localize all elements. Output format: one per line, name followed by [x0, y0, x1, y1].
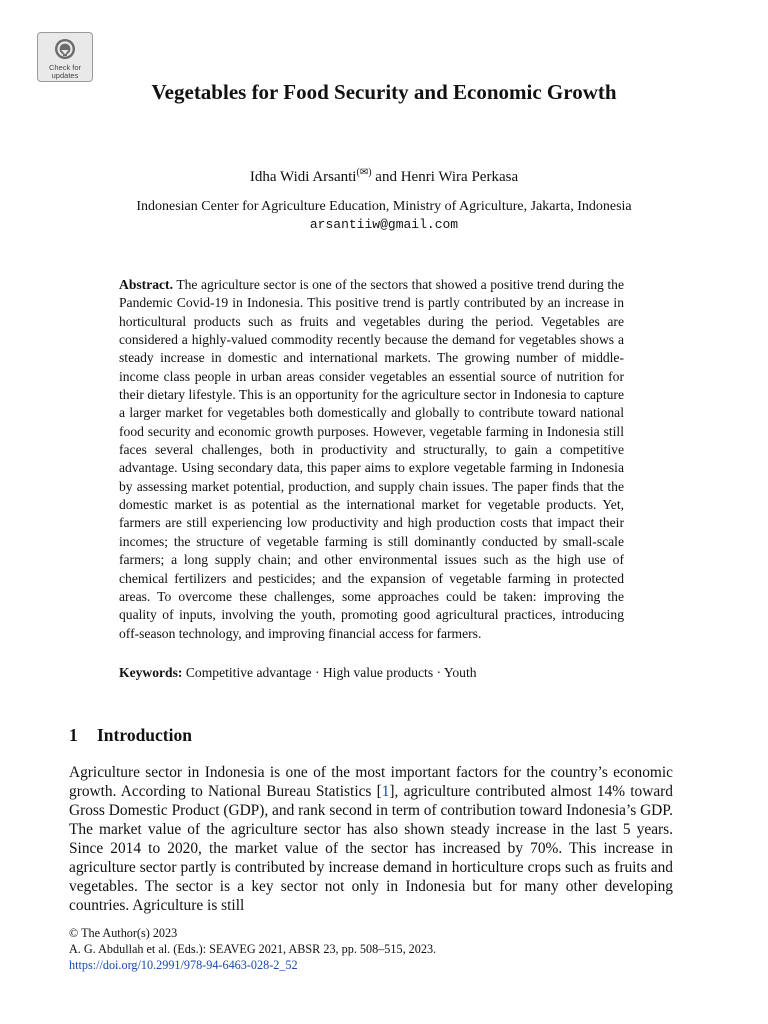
corresponding-author-mail-icon[interactable]: (✉) [356, 167, 372, 178]
intro-text-2: ], agriculture contributed almost 14% toward Gross Domestic Product (GDP), and rank second in term of contribution toward Indonesia’s GDP. The market value of the agriculture sector has also shown steady increase in the last 5 years. Since 2014 to 2020, the market value of the sector has increased by 70%. This increase in agriculture sector partly is contributed by increase demand in horticulture crops such as fruits and vegetables. The sector is a key sector not only in Indonesia but for many other developing countries. Agriculture is still [69, 783, 673, 915]
intro-text-1: Agriculture sector in Indonesia is one of the most important factors for the country’s economic growth. According to National Bureau Statistics [ [69, 764, 673, 801]
affiliation: Indonesian Center for Agriculture Education, Ministry of Agriculture, Jakarta, Indonesia [136, 199, 632, 214]
keywords-text: Competitive advantage · High value products · Youth [185, 665, 477, 680]
abstract-text: The agriculture sector is one of the sectors that showed a positive trend during the Pandemic Covid-19 in Indonesia. This positive trend is partly contributed by an increase in horticultural products such as fruits and vegetables during the period. Vegetables are considered a highly-valued commodity recently because the demand for vegetables shows a steady increase in domestic and international markets. The growing number of middle-income class people in urban areas consider vegetables an essential source of nutrition for their dietary lifestyle. This is an opportunity for the agriculture sector in Indonesia to capture a larger market for vegetables both domestically and globally to contribute toward national food security and economic growth purposes. However, vegetable farming in Indonesia still faces several challenges, both in productivity and structurally, to gain a competitive advantage. Using secondary data, this paper aims to explore vegetable farming in Indonesia by assessing market potential, production, and supply chain issues. The paper finds that the domestic market is as potential as the international market for vegetable products. Yet, farmers are still experiencing low productivity and high production costs that impact their incomes; the structure of vegetable farming is still dominantly conducted by small-scale farmers; a long supply chain; and other environmental issues such as the high use of chemical fertilizers and pesticides; and the expansion of vegetable farming in protected areas. To overcome these challenges, some approaches could be taken: improving the quality of inputs, involving the youth, promoting good agricultural practices, introducing off-season technology, and improving financial access for farmers. [119, 277, 624, 641]
author-2: Henri Wira Perkasa [400, 169, 519, 185]
copyright-line: © The Author(s) 2023 [69, 926, 178, 940]
keywords-label: Keywords: [119, 665, 183, 680]
citation-line: A. G. Abdullah et al. (Eds.): SEAVEG 2021, ABSR 23, pp. 508–515, 2023. [69, 942, 437, 956]
paper-title: Vegetables for Food Security and Economic Growth [151, 80, 617, 104]
section-heading [69, 724, 192, 746]
author-1: Idha Widi Arsanti [249, 169, 357, 185]
check-for-updates-label: Check for updates [48, 63, 82, 80]
citation-link[interactable]: 1 [381, 783, 390, 801]
author-email[interactable]: arsantiiw@gmail.com [309, 217, 459, 232]
abstract [119, 276, 624, 643]
check-for-updates-icon [52, 37, 78, 63]
author-line [100, 163, 668, 187]
intro-paragraph [69, 763, 673, 915]
section-title: Introduction [97, 725, 192, 745]
doi-link[interactable]: https://doi.org/10.2991/978-94-6463-028-2_52 [69, 958, 298, 972]
keywords [119, 664, 624, 682]
check-for-updates-badge[interactable] [37, 32, 93, 82]
page-footer [69, 925, 689, 973]
author-join: and [371, 169, 401, 185]
abstract-label: Abstract. [119, 277, 173, 292]
section-number: 1 [69, 725, 78, 745]
